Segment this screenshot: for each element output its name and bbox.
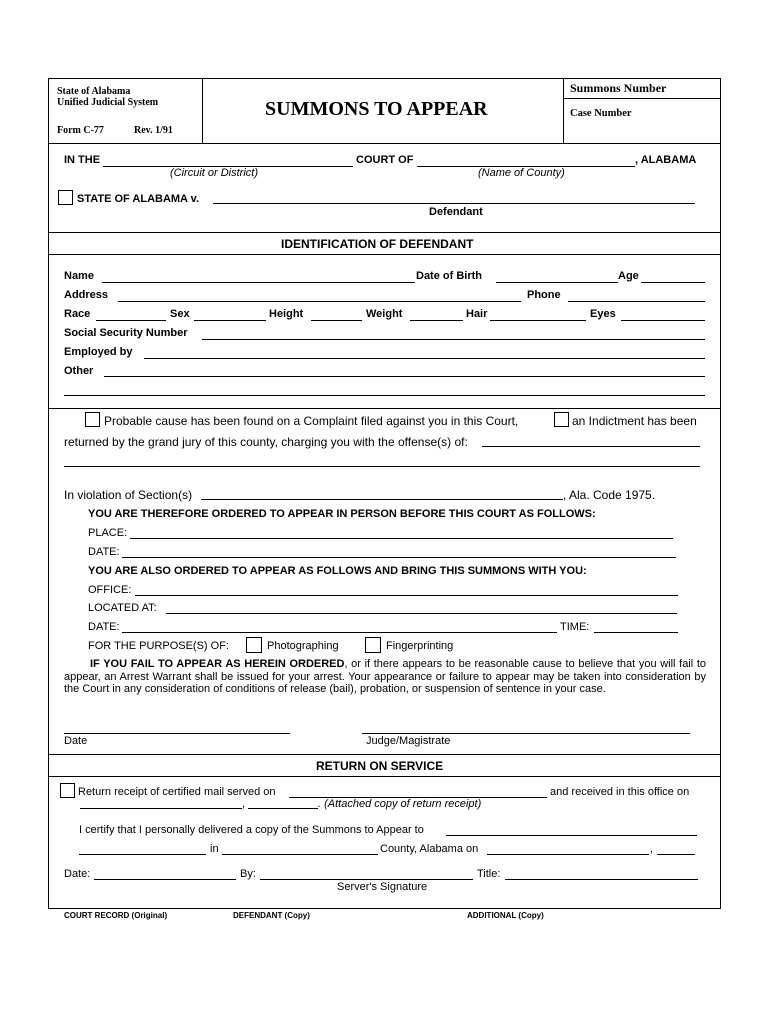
summons-number-line: [563, 98, 721, 99]
warning-text: , or if there appears to be reasonable cause to believe that you will fail to appear, an Arrest Warrant shall be issued for your arrest. Your appearance or failure to appear may be taken into consideration by the Court in any consideration of conditions of release (bail), probation, or suspension of sentence in your case.: [64, 658, 707, 696]
form-number: Form C-77: [57, 125, 104, 136]
photographing-label: Photographing: [267, 640, 339, 652]
in-label: in: [210, 843, 219, 855]
probable-cause-text: Probable cause has been found on a Complaint filed against you in this Court,: [104, 414, 519, 428]
form-revision: Rev. 1/91: [134, 125, 173, 136]
delivered-comma: ,: [650, 843, 654, 855]
race-field[interactable]: [96, 320, 166, 321]
other-field[interactable]: [104, 376, 705, 377]
dob-label: Date of Birth: [416, 270, 482, 282]
header-divider-right: [563, 78, 564, 143]
time-label: TIME:: [560, 621, 590, 633]
eyes-field[interactable]: [621, 320, 705, 321]
delivered-date-field[interactable]: [487, 854, 649, 855]
title-label: Title:: [477, 868, 501, 880]
age-field[interactable]: [641, 282, 705, 283]
defendant-caption: Defendant: [429, 206, 483, 218]
warning-bold: IF YOU FAIL TO APPEAR AS HEREIN ORDERED: [90, 658, 345, 670]
in-the-label: IN THE: [64, 154, 101, 166]
system-label: Unified Judicial System: [57, 97, 159, 108]
height-field[interactable]: [311, 320, 362, 321]
returned-text: returned by the grand jury of this county, charging you with the offense(s) of:: [64, 435, 468, 449]
ordered-heading: YOU ARE THEREFORE ORDERED TO APPEAR IN PERSON BEFORE THIS COURT AS FOLLOWS:: [88, 508, 596, 520]
service-heading: RETURN ON SERVICE: [316, 759, 444, 773]
header-divider-left: [202, 78, 203, 143]
court-of-label: COURT OF: [356, 154, 414, 166]
state-v-label: STATE OF ALABAMA v.: [77, 193, 200, 205]
server-signature-field[interactable]: [260, 879, 473, 880]
also-ordered-heading: YOU ARE ALSO ORDERED TO APPEAR AS FOLLOWS AND BRING THIS SUMMONS WITH YOU:: [88, 565, 587, 577]
received-text: and received in this office on: [550, 786, 690, 798]
place-field[interactable]: [130, 538, 673, 539]
additional-copy-label: ADDITIONAL (Copy): [467, 911, 544, 920]
received-year-field[interactable]: [248, 808, 318, 809]
judge-signature-label: Judge/Magistrate: [366, 735, 451, 747]
received-date-field[interactable]: [80, 808, 242, 809]
address-field[interactable]: [118, 301, 521, 302]
ssn-field[interactable]: [202, 339, 705, 340]
offense-field-line-2[interactable]: [64, 466, 700, 467]
violation-section-field[interactable]: [201, 499, 563, 500]
offense-field[interactable]: [482, 446, 700, 447]
name-label: Name: [64, 270, 94, 282]
office-field[interactable]: [135, 595, 678, 596]
by-label: By:: [240, 868, 256, 880]
received-comma: ,: [242, 798, 246, 810]
date-field-1[interactable]: [122, 557, 676, 558]
phone-field[interactable]: [568, 301, 705, 302]
service-date-field[interactable]: [94, 879, 236, 880]
identification-top-line: [48, 232, 721, 233]
sex-label: Sex: [170, 308, 190, 320]
sex-field[interactable]: [194, 320, 266, 321]
eyes-label: Eyes: [590, 308, 616, 320]
located-at-field[interactable]: [166, 613, 677, 614]
judge-signature-line[interactable]: [362, 733, 690, 734]
delivered-county-field[interactable]: [222, 854, 378, 855]
charge-section-line: [48, 408, 721, 409]
certified-mail-text: Return receipt of certified mail served on: [78, 786, 276, 798]
race-label: Race: [64, 308, 91, 320]
other-field-line-2[interactable]: [64, 395, 705, 396]
weight-label: Weight: [366, 308, 403, 320]
office-label: OFFICE:: [88, 584, 132, 596]
photographing-checkbox[interactable]: [246, 637, 262, 653]
identification-heading: IDENTIFICATION OF DEFENDANT: [281, 237, 474, 251]
ssn-label: Social Security Number: [64, 327, 188, 339]
time-field[interactable]: [594, 632, 678, 633]
age-label: Age: [618, 270, 639, 282]
state-of-alabama-checkbox[interactable]: [58, 190, 73, 205]
alabama-label: , ALABAMA: [635, 154, 697, 166]
purpose-label: FOR THE PURPOSE(S) OF:: [88, 640, 229, 652]
indictment-checkbox[interactable]: [554, 412, 569, 427]
defendant-copy-label: DEFENDANT (Copy): [233, 911, 310, 920]
page-title: SUMMONS TO APPEAR: [265, 98, 488, 120]
date-label-2: DATE:: [88, 621, 120, 633]
case-number-label: Case Number: [570, 108, 632, 119]
date-label-1: DATE:: [88, 546, 120, 558]
court-record-label: COURT RECORD (Original): [64, 911, 168, 920]
county-name-hint: (Name of County): [478, 167, 565, 179]
dob-field[interactable]: [496, 282, 618, 283]
name-field[interactable]: [102, 282, 415, 283]
state-label: State of Alabama: [57, 86, 131, 97]
certify-text: I certify that I personally delivered a copy of the Summons to Appear to: [79, 824, 424, 836]
phone-label: Phone: [527, 289, 561, 301]
service-heading-line: [48, 776, 721, 777]
hair-field[interactable]: [490, 320, 586, 321]
fingerprinting-label: Fingerprinting: [386, 640, 454, 652]
ala-code-label: , Ala. Code 1975.: [563, 488, 656, 502]
delivered-location-field[interactable]: [79, 854, 206, 855]
summons-number-label: Summons Number: [570, 81, 667, 95]
indictment-text: an Indictment has been: [572, 414, 697, 428]
employed-by-field[interactable]: [144, 358, 705, 359]
weight-field[interactable]: [410, 320, 463, 321]
identification-heading-line: [48, 254, 721, 255]
certified-mail-checkbox[interactable]: [60, 783, 75, 798]
fingerprinting-checkbox[interactable]: [365, 637, 381, 653]
circuit-district-hint: (Circuit or District): [170, 167, 258, 179]
height-label: Height: [269, 308, 304, 320]
attached-copy-text: . (Attached copy of return receipt): [318, 798, 482, 810]
violation-label: In violation of Section(s): [64, 488, 193, 502]
county-alabama-label: County, Alabama on: [380, 843, 479, 855]
employed-by-label: Employed by: [64, 346, 133, 358]
delivered-to-field[interactable]: [446, 835, 697, 836]
hair-label: Hair: [466, 308, 488, 320]
address-label: Address: [64, 289, 109, 301]
date-signature-label: Date: [64, 735, 88, 747]
date-signature-line[interactable]: [64, 733, 290, 734]
date-field-2[interactable]: [122, 632, 557, 633]
header-bottom-line: [48, 143, 721, 144]
server-signature-caption: Server's Signature: [337, 881, 428, 893]
located-at-label: LOCATED AT:: [88, 602, 157, 614]
failure-to-appear-warning: [64, 658, 706, 696]
other-label: Other: [64, 365, 94, 377]
probable-cause-checkbox[interactable]: [85, 412, 100, 427]
service-date-label: Date:: [64, 868, 91, 880]
server-title-field[interactable]: [505, 879, 698, 880]
service-top-line: [48, 754, 721, 755]
delivered-year-field[interactable]: [657, 854, 695, 855]
place-label: PLACE:: [88, 527, 128, 539]
defendant-name-field[interactable]: [213, 203, 695, 204]
